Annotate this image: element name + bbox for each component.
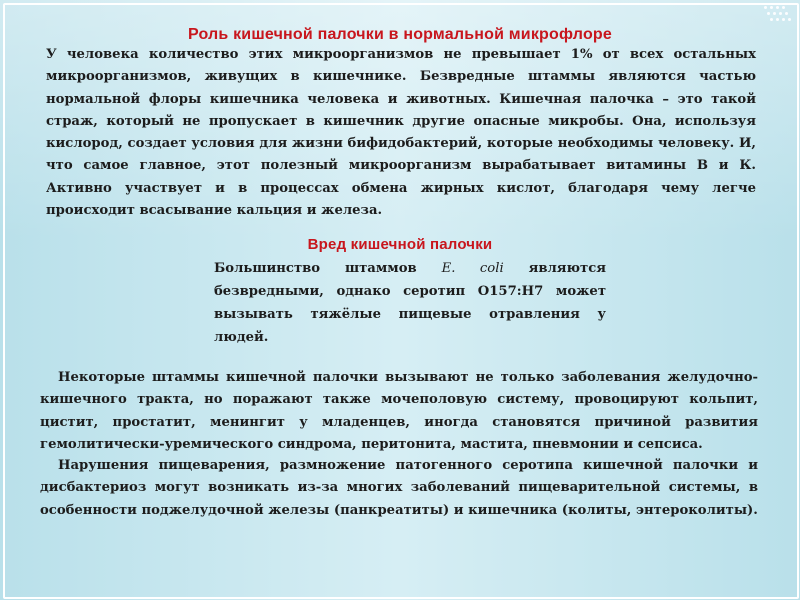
paragraph-digestion: Нарушения пищеварения, размножение патогенного серотипа кишечной палочки и дисбактериоз могут возникать из-за многих заболеваний пищеварительной системы, в особенности поджелудочной железы (панкреатиты) и кишечника (колиты, энтероколиты).: [40, 458, 758, 518]
title-role: Роль кишечной палочки в нормальной микрофлоре: [188, 26, 612, 43]
paragraph-role: У человека количество этих микроорганизмов не превышает 1% от всех остальных микроорганизмов, живущих в кишечнике. Безвредные штаммы являются частью нормальной флоры кишечника человека и животных. Кишечная палочка – это такой страж, который не пропускает в кишечник другие опасные микробы. Она, используя кислород, создает условия для жизни бифидобактерий, которые необходимы человеку. И, что самое главное, этот полезный микроорганизм вырабатывает витамины В и К. Активно участвует и в процессах обмена жирных кислот, благодаря чему легче происходит всасывание кальция и железа.: [46, 47, 756, 219]
title-harm: Вред кишечной палочки: [307, 236, 493, 253]
ecoli-italic: E. coli: [441, 261, 504, 276]
paragraph-harm-end: являются безвредными, однако серотип O157:H7 может вызывать тяжёлые пищевые отравления у людей.: [214, 261, 606, 345]
paragraph-diseases: Некоторые штаммы кишечной палочки вызывают не только заболевания желудочно-кишечного тракта, но поражают также мочеполовую систему, провоцируют кольпит, цистит, простатит, менингит у младенцев, иногда становятся причиной развития гемолитически-уремического синдрома, перитонита, мастита, пневмонии и сепсиса.: [40, 370, 758, 452]
corner-dots-decoration: [764, 6, 792, 24]
paragraph-harm-start: Большинство штаммов: [214, 261, 442, 276]
paragraph-harm: [214, 257, 606, 349]
